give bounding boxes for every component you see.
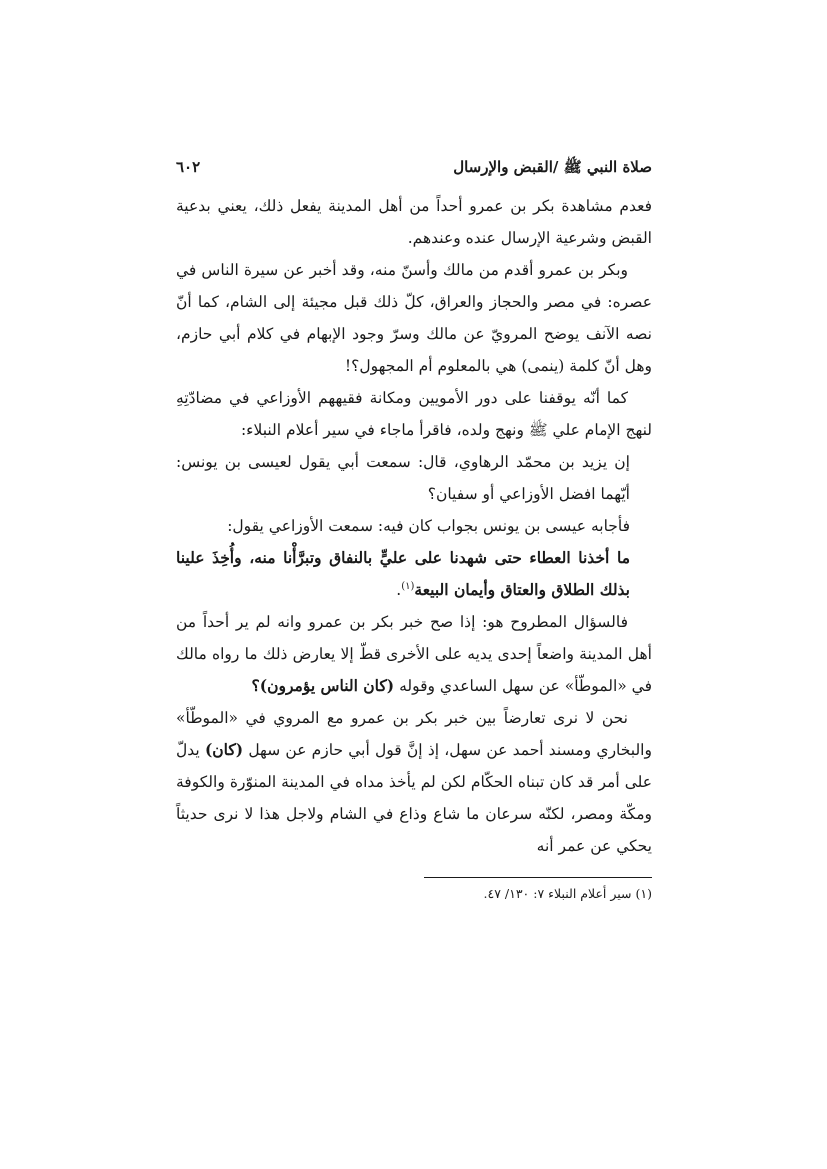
- running-title: صلاة النبي ﷺ /القبض والإرسال: [453, 158, 652, 176]
- paragraph-6: [176, 702, 652, 862]
- quote-bold-text: ما أخذنا العطاء حتى شهدنا على عليٍّ بالنفاق وتبرَّأْنا منه، وأُخِذَ علينا بذلك الطلاق والعتاق وأيمان البيعة: [176, 548, 630, 599]
- footnote: (١) سير أعلام النبلاء ٧: ١٣٠/ ٤٧.: [483, 886, 652, 901]
- paragraph-2: وبكر بن عمرو أقدم من مالك وأسنّ منه، وقد أخبر عن سيرة الناس في عصره: في مصر والحجاز والعراق، كلّ ذلك قبل مجيئة إلى الشام، كما أنّ نصه الآنف يوضح المرويّ عن مالك وسرّ وجود الإبهام في كلام أبي حازم، وهل أنّ كلمة (ينمى) هي بالمعلوم أم المجهول؟!: [176, 261, 652, 375]
- paragraph-6-bold: (كان): [204, 740, 244, 759]
- paragraph-5: [176, 606, 652, 702]
- quote-line-2: فأجابه عيسى بن يونس بجواب كان فيه: سمعت الأوزاعي يقول:: [227, 517, 630, 535]
- page-body: [176, 190, 652, 862]
- quote-end: .: [396, 581, 402, 599]
- page-header: [176, 158, 652, 184]
- block-quote: [176, 446, 652, 606]
- paragraph-5-text: فالسؤال المطروح هو: إذا صح خبر بكر بن عمرو وانه لم ير أحداً من أهل المدينة واضعاً إحدى يديه على الأخرى قطّ إلا يعارض ذلك ما رواه مالك في «الموطّأ» عن سهل الساعدي وقوله: [176, 613, 652, 695]
- footnote-divider: [424, 877, 652, 878]
- paragraph-3: كما أنّه يوقفنا على دور الأمويين ومكانة فقيههم الأوزاعي في مضادّتِهِ لنهج الإمام علي ﷺ ونهج ولده، فاقرأ ماجاء في سير أعلام النبلاء:: [176, 389, 652, 439]
- paragraph-5-bold: (كان الناس يؤمرون)؟: [251, 676, 395, 695]
- page-number: ٦٠٢: [176, 158, 201, 176]
- paragraph-1: فعدم مشاهدة بكر بن عمرو أحداً من أهل المدينة يفعل ذلك، يعني بدعية القبض وشرعية الإرسال عنده وعندهم.: [176, 197, 652, 247]
- footnote-reference[interactable]: (١): [401, 580, 415, 592]
- quote-line-1: إن يزيد بن محمّد الرهاوي، قال: سمعت أبي يقول لعيسى بن يونس: أيّهما افضل الأوزاعي أو سفيان؟: [176, 453, 630, 503]
- paragraph-6-text-b: يدلّ على أمر قد كان تبناه الحكّام لكن لم يأخذ مداه في المدينة المنوّرة والكوفة ومكّة ومصر، لكنّه سرعان ما شاع وذاع في الشام ولاجل هذا لا نرى حديثاً يحكي عن عمر أنه: [176, 741, 652, 855]
- paragraph-6-text-a: نحن لا نرى تعارضاً بين خبر بكر بن عمرو مع المروي في «الموطّأ» والبخاري ومسند أحمد عن سهل، إذ إنَّ قول أبي حازم عن سهل: [176, 709, 652, 759]
- book-page: [176, 150, 652, 901]
- quote-line-3: [176, 542, 630, 606]
